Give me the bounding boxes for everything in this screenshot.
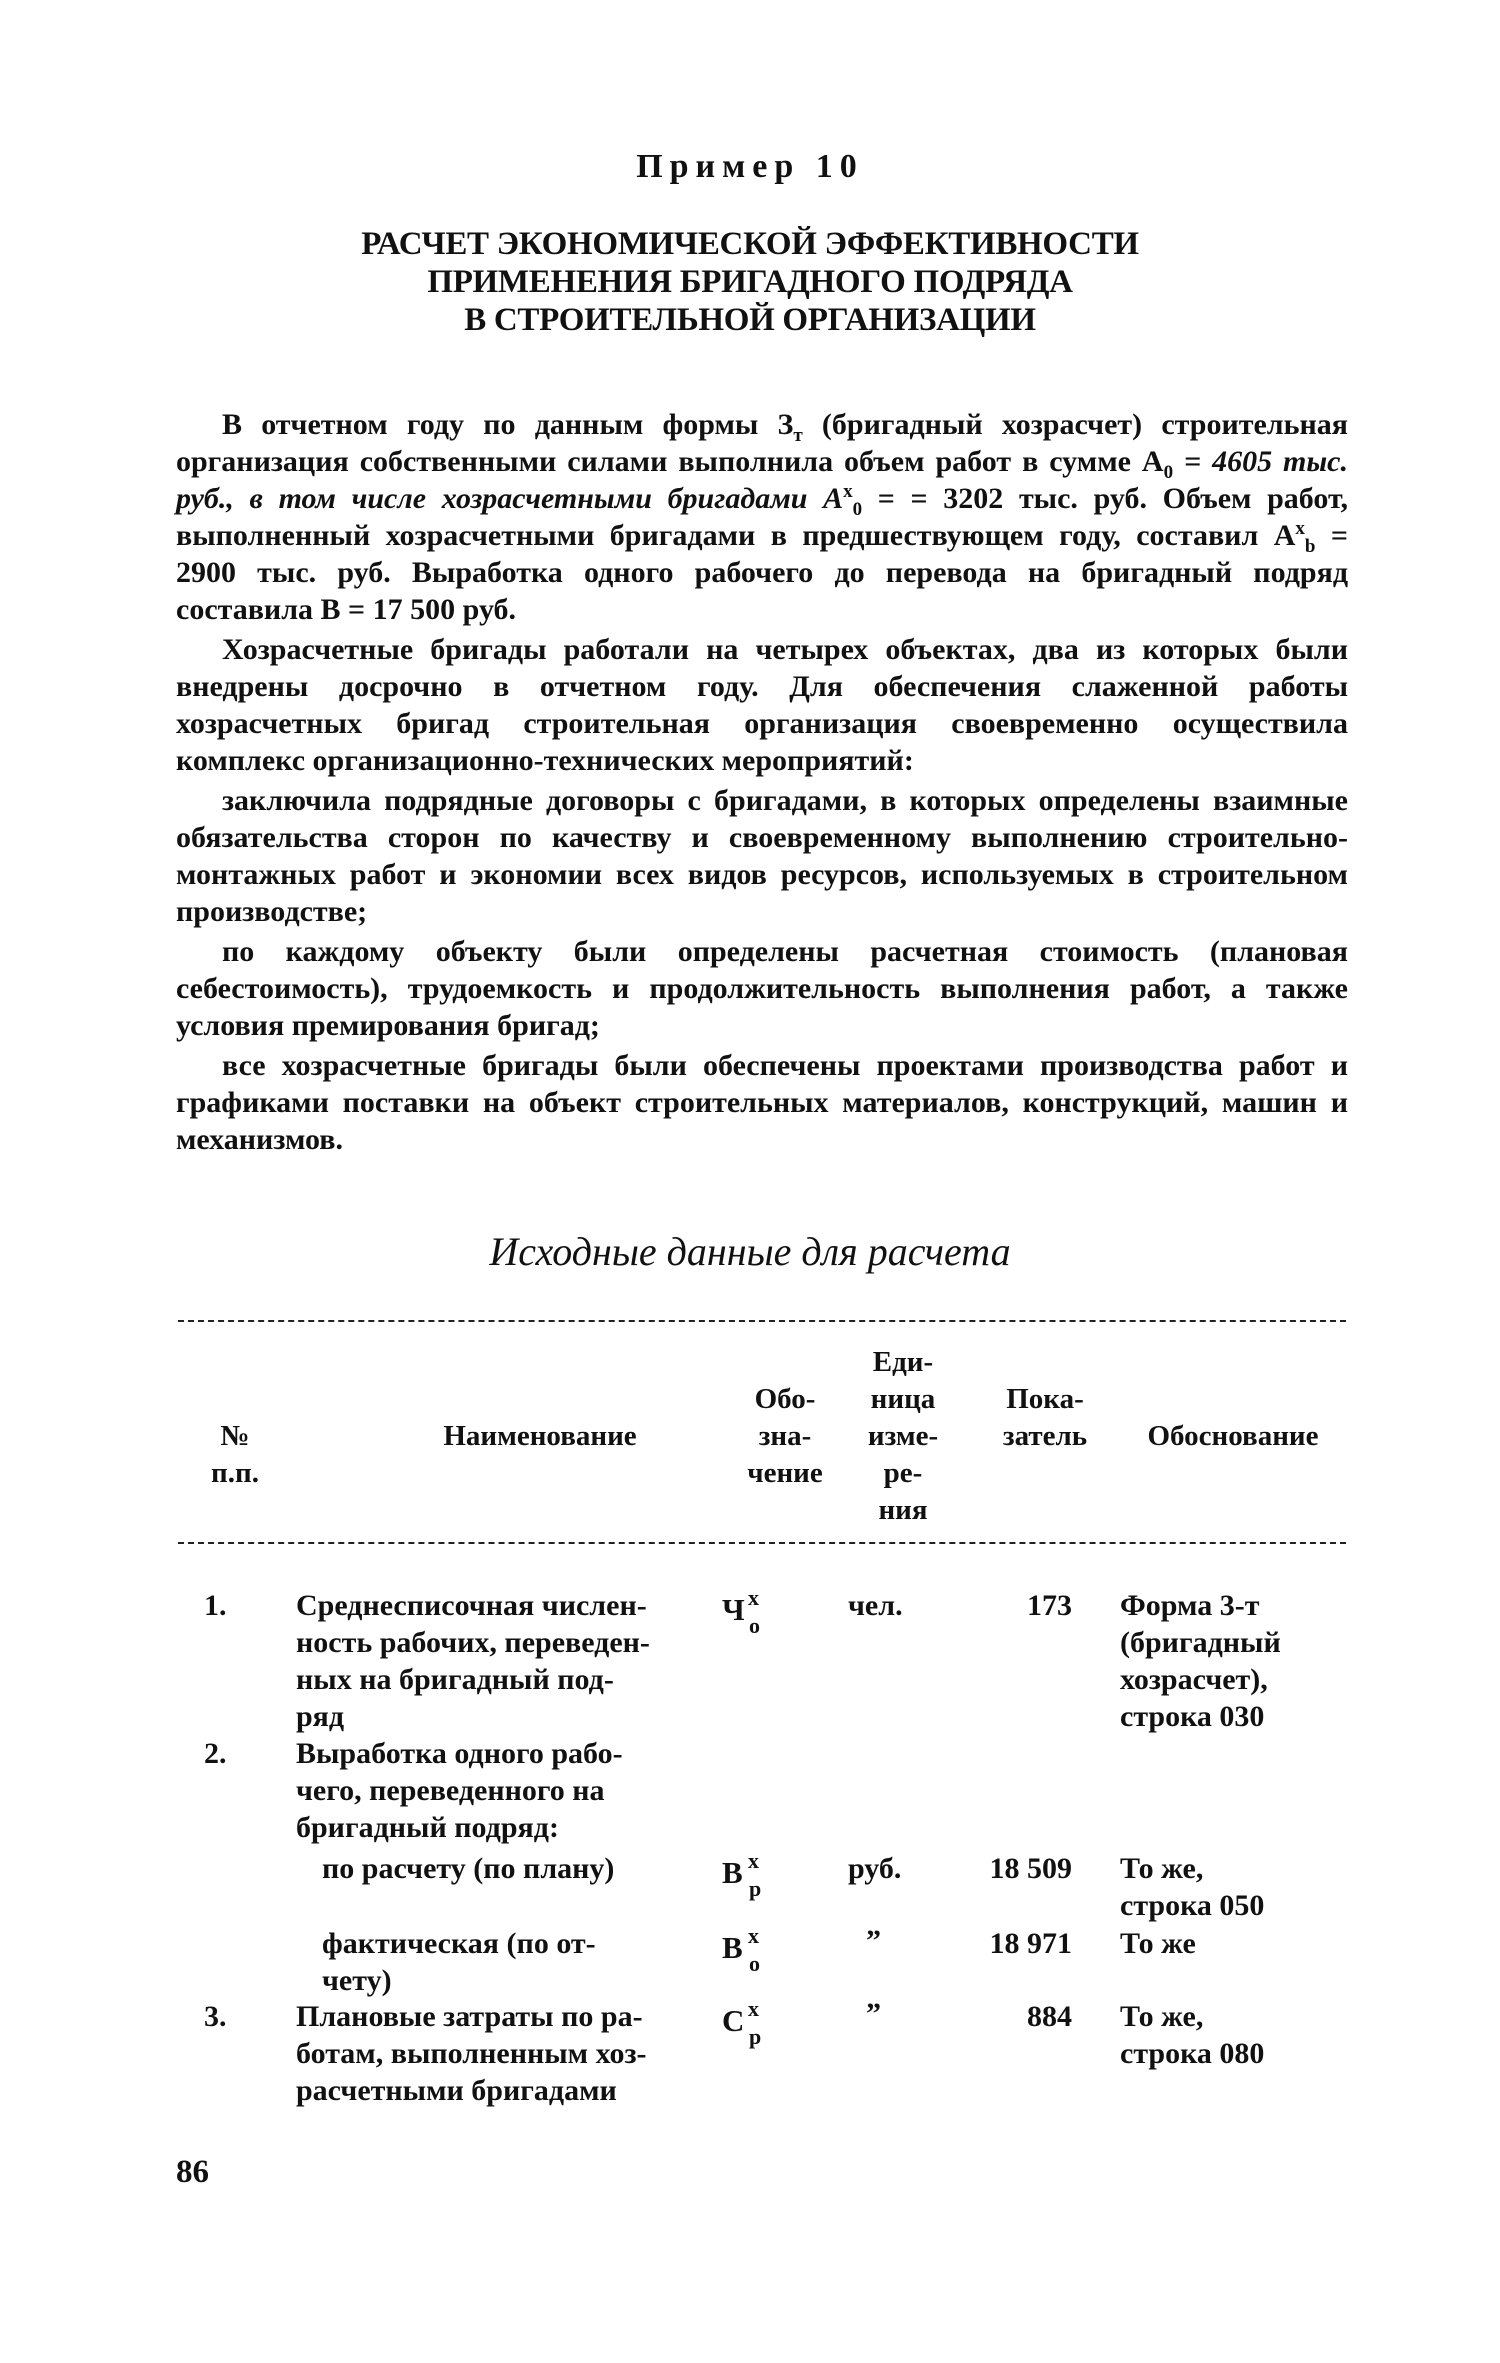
paragraph-1: В отчетном году по данным формы $З_т$ (бригадный хозрасчет) строительная организация собственными силами выполнила объем работ в сумме $А_0 = 4605$ тыс. руб., в том числе хозрасчетными бригадами $А^х_0$ = = 3202 тыс. руб. Объем работ, выполненный хозрасчетными бригадами в предшествующем году, составил $А^х_b = 2900$ тыс. руб. Выработка одного рабочего до перевода на бригадный подряд составила В = 17 500 руб. bbox=[176, 408, 1349, 626]
row-symbol: С х р bbox=[722, 1996, 762, 2049]
row-name: Плановые затраты по ра- ботам, выполненным хоз- расчетными бригадами bbox=[296, 2000, 647, 2107]
row-name: по расчету (по плану) bbox=[322, 1852, 615, 1885]
row-value: 18 971 bbox=[989, 1927, 1072, 1960]
header-name: Наименование bbox=[443, 1420, 637, 1452]
row-number: 1. bbox=[204, 1589, 227, 1622]
row-symbol: В х о bbox=[722, 1923, 760, 1976]
row-name: Выработка одного рабо- чего, переведенного на бригадный подряд: bbox=[296, 1737, 623, 1844]
row-symbol: В х р bbox=[722, 1848, 762, 1901]
body-text bbox=[176, 406, 1348, 1161]
row-basis: То же, строка 050 bbox=[1120, 1852, 1265, 1922]
heading-line-1: РАСЧЕТ ЭКОНОМИЧЕСКОЙ ЭФФЕКТИВНОСТИ bbox=[361, 226, 1139, 262]
row-unit: ” bbox=[866, 1997, 881, 2030]
row-number: 2. bbox=[204, 1737, 227, 1770]
paragraph-4: по каждому объекту были определены расчетная стоимость (плановая себестоимость), трудоемкость и продолжительность выполнения работ, а также условия премирования бригад; bbox=[176, 935, 1348, 1042]
header-no: № п.п. bbox=[211, 1420, 259, 1489]
heading-line-3: В СТРОИТЕЛЬНОЙ ОРГАНИЗАЦИИ bbox=[464, 302, 1036, 338]
row-value: 18 509 bbox=[989, 1852, 1072, 1885]
table-caption: Исходные данные для расчета bbox=[489, 1229, 1011, 1274]
row-value: 173 bbox=[1027, 1589, 1072, 1622]
header-value: Пока- затель bbox=[1002, 1383, 1088, 1452]
heading-line-2: ПРИМЕНЕНИЯ БРИГАДНОГО ПОДРЯДА bbox=[427, 264, 1073, 300]
row-name: Среднесписочная числен- ность рабочих, переведен- ных на бригадный под- ряд bbox=[296, 1589, 650, 1733]
row-value: 884 bbox=[1027, 2000, 1072, 2033]
row-basis: Форма 3-т (бригадный хозрасчет), строка 030 bbox=[1120, 1589, 1281, 1733]
table-top-rule bbox=[178, 1320, 1346, 1322]
page-number: 86 bbox=[176, 2154, 209, 2190]
example-title: Пример 10 bbox=[636, 148, 864, 185]
row-symbol: Ч х о bbox=[722, 1585, 760, 1638]
row-unit: руб. bbox=[848, 1852, 902, 1885]
table-header-rule bbox=[178, 1542, 1346, 1544]
row-basis: То же, строка 080 bbox=[1120, 2000, 1265, 2070]
row-number: 3. bbox=[204, 2000, 227, 2033]
paragraph-5: все хозрасчетные бригады были обеспечены проектами производства работ и графиками поставки на объект строительных материалов, конструкций, машин и механизмов. bbox=[176, 1049, 1348, 1156]
row-basis: То же bbox=[1120, 1927, 1196, 1960]
row-name: фактическая (по от- чету) bbox=[322, 1927, 596, 1997]
header-symbol: Обо- зна- чение bbox=[747, 1383, 823, 1489]
header-unit: Еди- ница изме- ре- ния bbox=[867, 1346, 939, 1526]
paragraph-2: Хозрасчетные бригады работали на четырех объектах, два из которых были внедрены досрочно в отчетном году. Для обеспечения слаженной работы хозрасчетных бригад строительная организация своевременно осуществила комплекс организационно-технических мероприятий: bbox=[176, 633, 1348, 777]
paragraph-3: заключила подрядные договоры с бригадами, в которых определены взаимные обязательства сторон по качеству и своевременному выполнению строительно-монтажных работ и экономии всех видов ресурсов, используемых в строительном производстве; bbox=[176, 784, 1348, 928]
row-unit: чел. bbox=[848, 1589, 903, 1622]
row-unit: ” bbox=[866, 1924, 881, 1957]
header-basis: Обоснование bbox=[1147, 1420, 1319, 1452]
